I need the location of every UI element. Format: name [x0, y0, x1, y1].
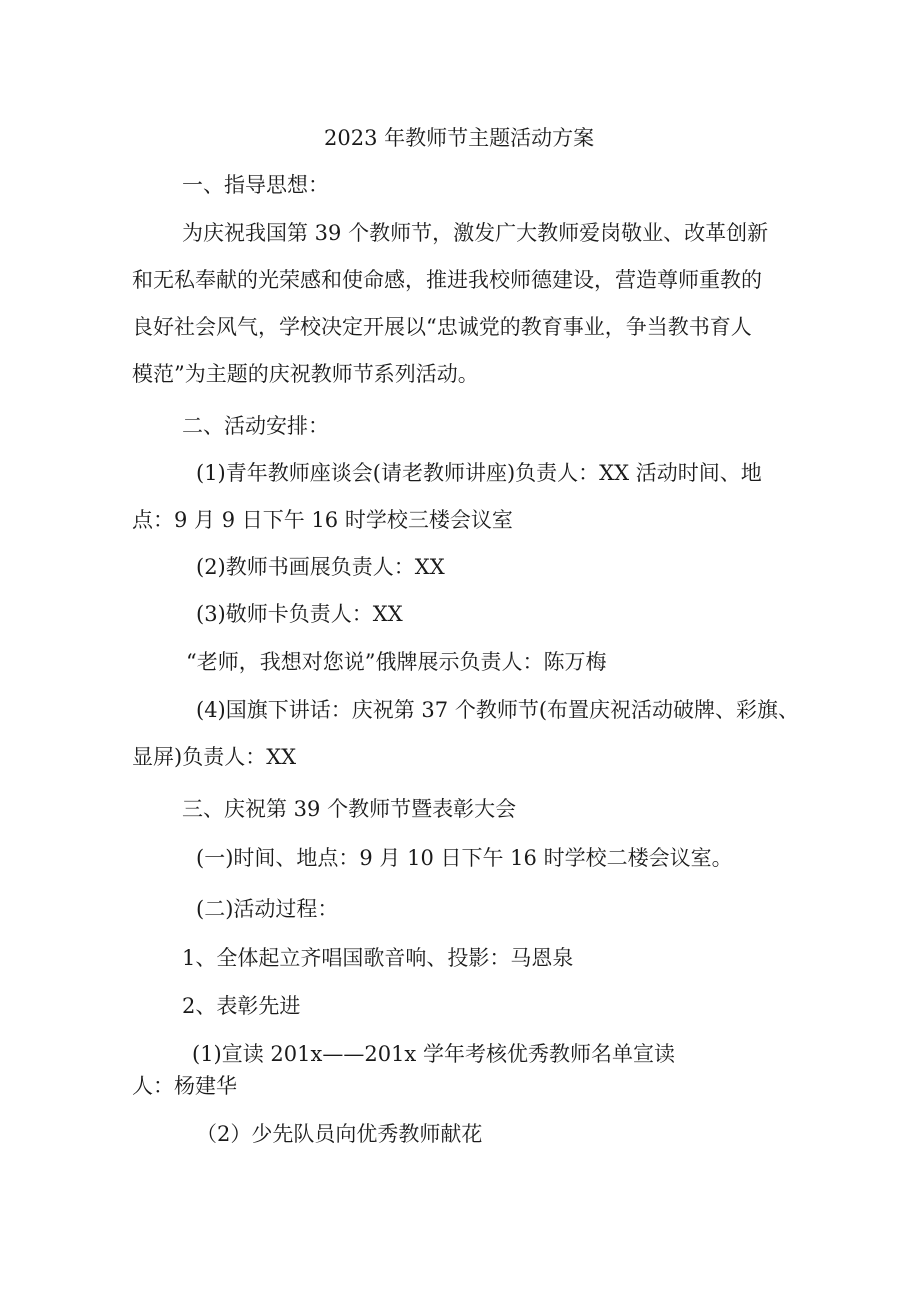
list-item-continuation: 点：9 月 9 日下午 16 时学校三楼会议室: [132, 508, 513, 532]
paragraph-line: 和无私奉献的光荣感和使命感，推进我校师德建设，营造尊师重教的: [132, 268, 762, 292]
list-item-continuation: 显屏)负责人：XX: [132, 745, 297, 769]
list-item: “老师，我想对您说”俄牌展示负责人：陈万梅: [186, 650, 607, 674]
paragraph-line: 模范”为主题的庆祝教师节系列活动。: [132, 362, 479, 386]
list-item: (1)青年教师座谈会(请老教师讲座)负责人：XX 活动时间、地: [196, 461, 762, 485]
paragraph-line: 为庆祝我国第 39 个教师节，激发广大教师爱岗敬业、改革创新: [182, 221, 769, 245]
list-item-continuation: 人：杨建华: [132, 1074, 237, 1098]
list-item: (3)敬师卡负责人：XX: [196, 602, 403, 626]
list-item: (4)国旗下讲话：庆祝第 37 个教师节(布置庆祝活动破牌、彩旗、: [196, 698, 800, 722]
list-item: （2）少先队员向优秀教师献花: [196, 1122, 483, 1146]
list-item: 1、全体起立齐唱国歌音响、投影：马恩泉: [182, 946, 574, 970]
section-heading-activity-arrangement: 二、活动安排：: [182, 414, 329, 438]
list-item: (2)教师书画展负责人：XX: [196, 555, 445, 579]
document-title: 2023 年教师节主题活动方案: [324, 126, 595, 150]
list-item: (一)时间、地点：9 月 10 日下午 16 时学校二楼会议室。: [196, 846, 733, 870]
list-item: (1)宣读 201x——201x 学年考核优秀教师名单宣读: [192, 1042, 675, 1066]
list-item: (二)活动过程：: [196, 897, 339, 921]
paragraph-line: 良好社会风气，学校决定开展以“忠诚党的教育事业，争当教书育人: [132, 315, 752, 339]
section-heading-guiding-ideology: 一、指导思想：: [182, 173, 329, 197]
section-heading-celebration-meeting: 三、庆祝第 39 个教师节暨表彰大会: [182, 797, 517, 821]
list-item: 2、表彰先进: [182, 994, 301, 1018]
